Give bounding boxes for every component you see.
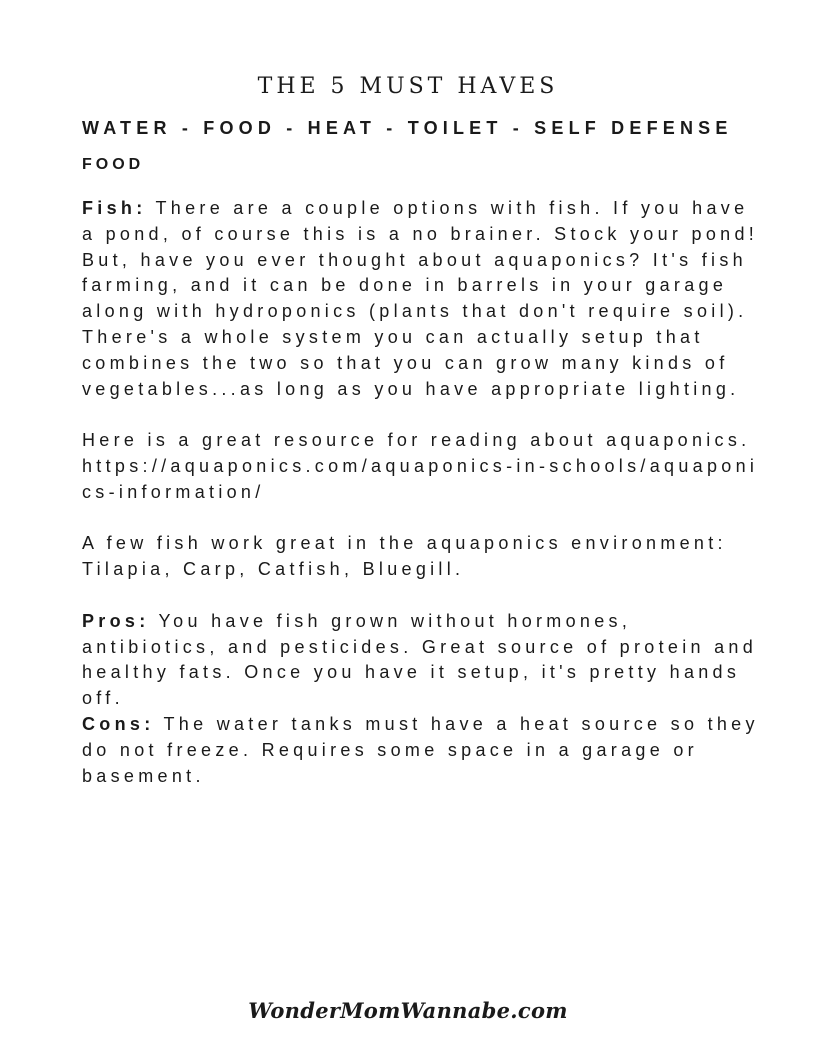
fish-label: Fish: (82, 198, 147, 218)
fish-types-paragraph: A few fish work great in the aquaponics environment: Tilapia, Carp, Catfish, Bluegill. (82, 533, 727, 580)
cons-label: Cons: (82, 713, 155, 734)
page-title: THE 5 MUST HAVES (257, 74, 559, 99)
pros-paragraph (82, 609, 762, 712)
pros-text: You have fish grown without hormones, antibiotics, and pesticides. Great source of protein and healthy fats. Once you have it setup, it's pretty hands off. (82, 610, 758, 709)
article-body (82, 196, 762, 789)
cons-text: The water tanks must have a heat source so they do not freeze. Requires some space in a garage or basement. (82, 713, 759, 786)
pros-label: Pros: (82, 610, 150, 631)
fish-text: There are a couple options with fish. If you have a pond, of course this is a no brainer. Stock your pond! But, have you ever thought about aquaponics? It's fish farming, and it can be done in barrels in your garage along with hydroponics (plants that don't require soil). There's a whole system you can actually setup that combines the two so that you can grow many kinds of vegetables...as long as you have appropriate lighting. (82, 198, 759, 399)
must-haves-list: WATER - FOOD - HEAT - TOILET - SELF DEFENSE (82, 118, 733, 138)
section-heading-food: FOOD (82, 156, 145, 173)
resource-text: Here is a great resource for reading about aquaponics. (82, 430, 751, 451)
resource-link[interactable]: https://aquaponics.com/aquaponics-in-schools/aquaponics-information/ (82, 455, 759, 502)
footer-site-name: WonderMomWannabe.com (248, 998, 568, 1023)
fish-paragraph (82, 196, 762, 402)
cons-paragraph (82, 712, 762, 789)
resource-paragraph (82, 428, 762, 505)
